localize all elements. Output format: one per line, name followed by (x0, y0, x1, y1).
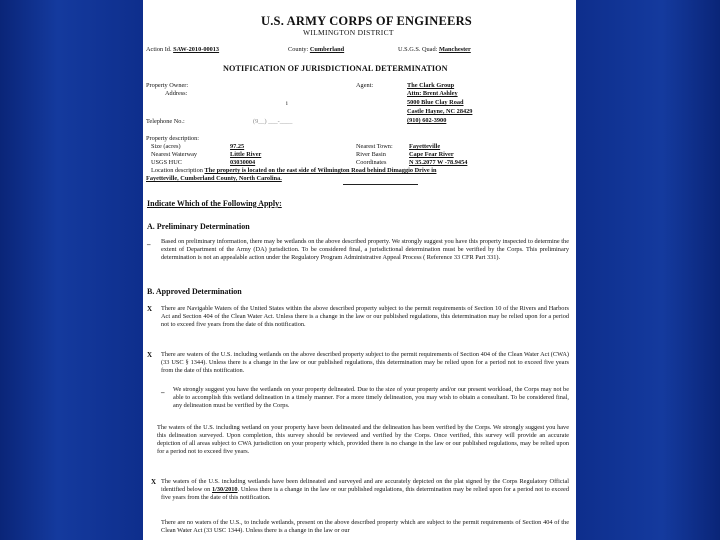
huc-label: USGS HUC (151, 159, 182, 166)
waterway-value: Little River (230, 151, 262, 158)
section-a-text: Based on preliminary information, there may be wetlands on the above described property. We strongly suggest you have this property inspected to determine the extent of Department of the Army (DA) jurisdiction. To be considered final, a jurisdictional determination must be verified by the Corps. This preliminary determination is not an appealable action under the Regulatory Program Administrative Appeal Process ( Reference 33 CFR Part 331). (161, 238, 569, 261)
agent-line-5: (910) 602-3900 (407, 117, 447, 124)
agent-line-4: Castle Hayne, NC 28429 (407, 108, 473, 115)
item5-text (161, 478, 569, 502)
basin-label: River Basin (356, 151, 386, 158)
phone-label: Telephone No.: (146, 118, 185, 125)
quad-label: U.S.G.S. Quad: (398, 46, 438, 53)
item5-mark: X (151, 478, 157, 486)
coord-label: Coordinates (356, 159, 387, 166)
property-desc-label: Property description: (146, 135, 199, 142)
section-b-heading: B. Approved Determination (147, 287, 242, 296)
section-a-heading: A. Preliminary Determination (147, 222, 250, 231)
item6-text: There are no waters of the U.S., to include wetlands, present on the above described property which are subject to the permit requirements of Section 404 of the Clean Water Act (33 USC 1344). Unless there is a change in the law or our (161, 519, 569, 534)
section-a-mark: _ (147, 238, 151, 246)
action-id: SAW-2010-00013 (173, 46, 220, 53)
address-mark: i (286, 100, 288, 107)
size-value: 97.25 (230, 143, 245, 150)
document-heading: NOTIFICATION OF JURISDICTIONAL DETERMINATION (223, 64, 448, 73)
location-line-1 (151, 167, 436, 175)
item4-text: The waters of the U.S. including wetland on your property have been delineated and the delineation has been verified by the Corps. We strongly suggest you have this delineation surveyed. Upon completion, this survey should be reviewed and verified by the Corps. Once verified, this survey will provide an accurate depiction of all areas subject to CWA jurisdiction on your property which, provided there is no change in the law or our published regulations, may be relied upon for a period not to exceed five years. (157, 424, 569, 455)
address-label: Address: (165, 90, 188, 97)
coord-value: N 35.2077 W -78.9454 (409, 159, 468, 166)
town-value: Fayetteville (409, 143, 441, 150)
quad-line (398, 46, 471, 54)
indicate-heading: Indicate Which of the Following Apply: (147, 199, 282, 208)
county-value: Cumberland (309, 46, 345, 53)
location-label: Location description (151, 167, 203, 174)
location-text-2: Fayetteville, Cumberland County, North Carolina. (146, 175, 282, 182)
scan-artifact (343, 184, 418, 185)
town-label: Nearest Town: (356, 143, 393, 150)
agent-label: Agent: (356, 82, 374, 89)
item1-text: There are Navigable Waters of the United States within the above described property subject to the permit requirements of Section 10 of the Rivers and Harbors Act and Section 404 of the Clean Water Act. Unless there is a change in the law or our published regulations, this determination may be relied upon for a period not to exceed five years from the date of this notification. (161, 305, 569, 328)
agent-line-3: 5000 Blue Clay Road (407, 99, 464, 106)
agent-line-1: The Clark Group (407, 82, 455, 89)
item1-mark: X (147, 305, 153, 313)
item5-text-a: The waters of the U.S. including wetlands have been delineated and surveyed and are accurately depicted on the plat signed by the Corps Regulatory Official identified below on (161, 478, 569, 493)
basin-value: Cape Fear River (409, 151, 454, 158)
owner-label: Property Owner: (146, 82, 189, 89)
quad-value: Manchester (438, 46, 471, 53)
item2-mark: X (147, 351, 153, 359)
county-line (288, 46, 344, 54)
item2-text: There are waters of the U.S. including wetlands on the above described property subject to the permit requirements of Section 404 of the Clean Water Act (CWA)(33 USC § 1344). Unless there is a change in the law or our published regulations, this determination may be relied upon for a period not to exceed five years from the date of this notification. (161, 351, 569, 374)
item3-mark: _ (161, 386, 165, 394)
document-page (143, 0, 576, 540)
county-label: County: (288, 46, 309, 53)
action-line (146, 46, 219, 54)
item3-text: We strongly suggest you have the wetlands on your property delineated. Due to the size of your property and/or our present workload, the Corps may not be able to accomplish this wetland delineation in a timely manner. For a more timely delineation, you may wish to obtain a consultant. To be considered final, any delineation must be verified by the Corps. (173, 386, 569, 409)
district-title: WILMINGTON DISTRICT (303, 28, 394, 37)
item5-date: 1/30/2010 (212, 485, 238, 493)
phone-value: (9__) ___-____ (253, 118, 293, 125)
agent-line-2: Attn: Brent Ashley (407, 90, 458, 97)
item5-text-b: . Unless there is a change in the law or our published regulations, this determination may be relied upon for a period not to exceed five years from the date of this notification. (161, 485, 569, 501)
action-label: Action Id. (146, 46, 172, 53)
waterway-label: Nearest Waterway (151, 151, 198, 158)
huc-value: 03030004 (230, 159, 256, 166)
size-label: Size (acres) (151, 143, 181, 150)
location-text-1: The property is located on the east side of Wilmington Road behind Dimaggio Drive in (204, 167, 437, 174)
agency-title: U.S. ARMY CORPS OF ENGINEERS (261, 14, 472, 28)
